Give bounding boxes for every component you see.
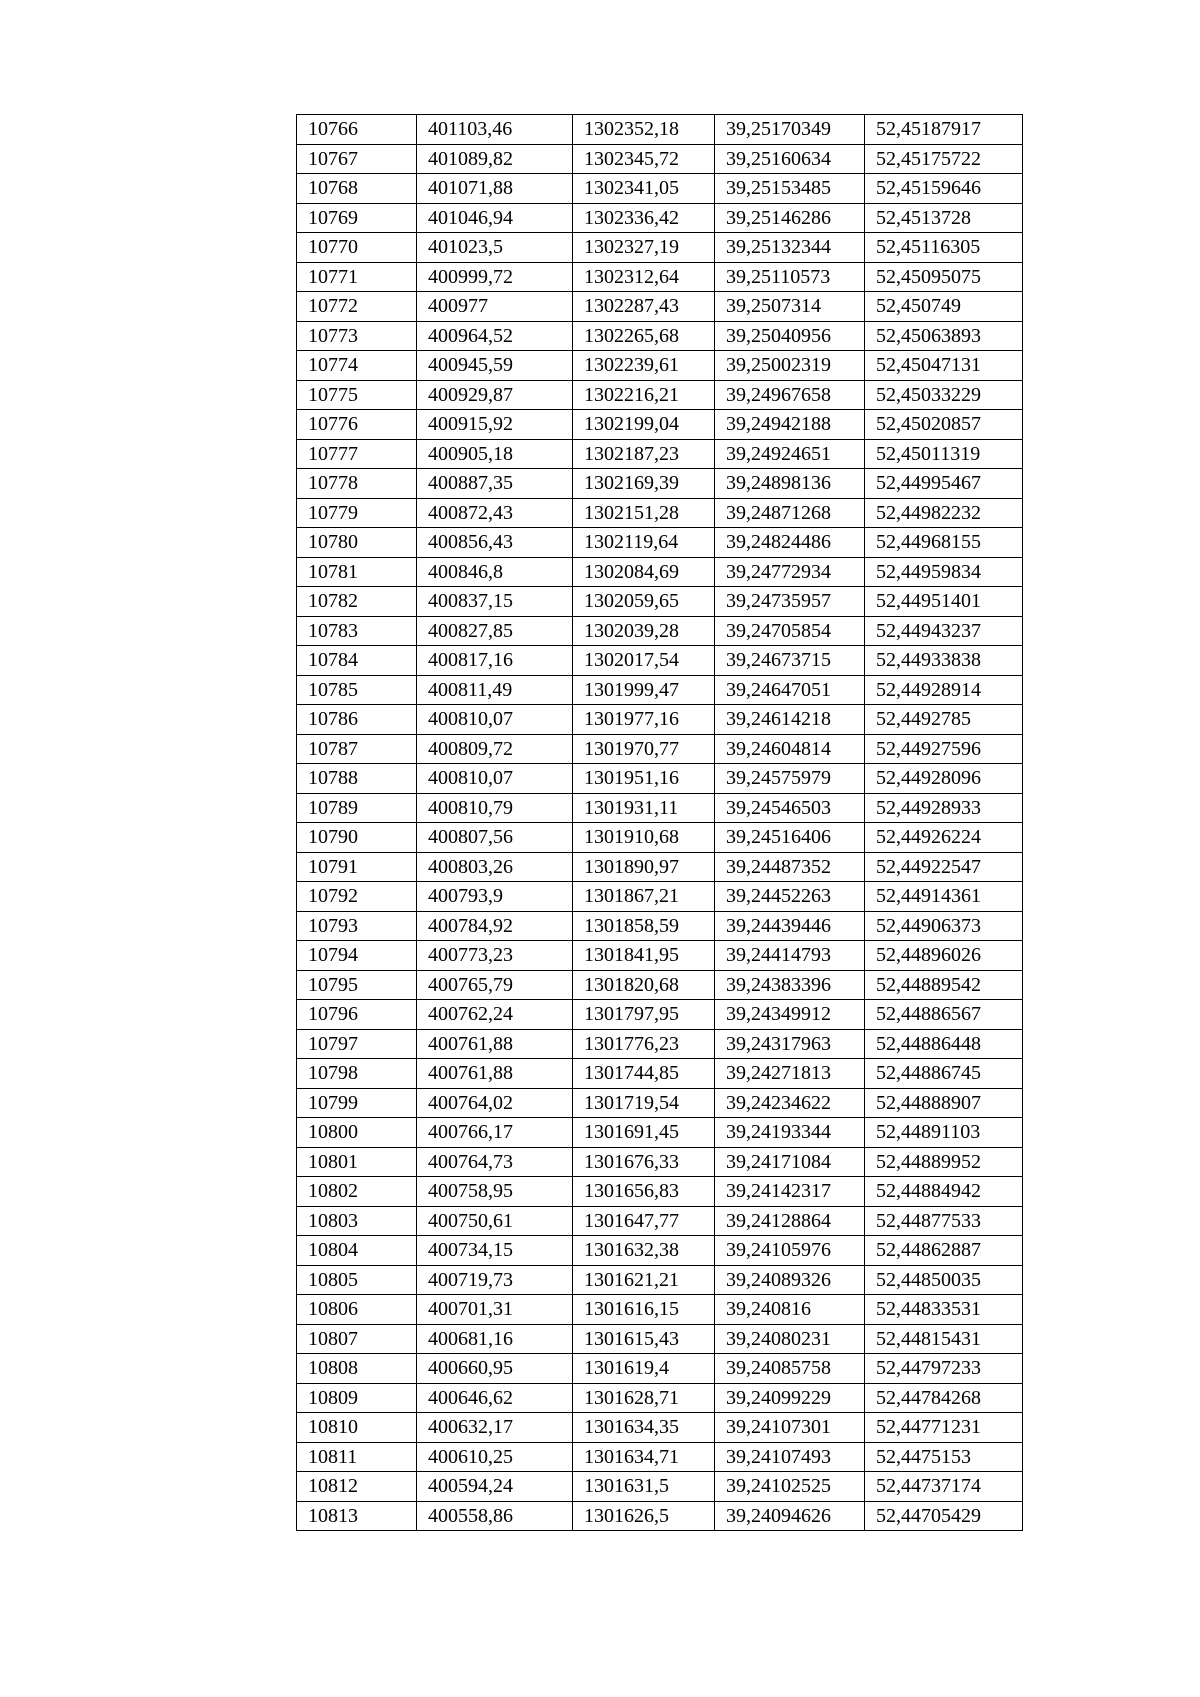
longitude-cell: 52,44896026 (865, 941, 1023, 971)
longitude-cell: 52,44922547 (865, 852, 1023, 882)
table-row (297, 1118, 1023, 1148)
y-coordinate-cell: 1301631,5 (573, 1472, 715, 1502)
table-row (297, 1059, 1023, 1089)
longitude-cell: 52,45011319 (865, 439, 1023, 469)
x-coordinate-cell: 400761,88 (417, 1059, 573, 1089)
point-number-cell: 10772 (297, 292, 417, 322)
longitude-cell: 52,44877533 (865, 1206, 1023, 1236)
y-coordinate-cell: 1301744,85 (573, 1059, 715, 1089)
y-coordinate-cell: 1301977,16 (573, 705, 715, 735)
x-coordinate-cell: 400915,92 (417, 410, 573, 440)
latitude-cell: 39,24383396 (715, 970, 865, 1000)
x-coordinate-cell: 400810,07 (417, 764, 573, 794)
latitude-cell: 39,2507314 (715, 292, 865, 322)
y-coordinate-cell: 1301951,16 (573, 764, 715, 794)
point-number-cell: 10779 (297, 498, 417, 528)
longitude-cell: 52,44995467 (865, 469, 1023, 499)
y-coordinate-cell: 1302039,28 (573, 616, 715, 646)
longitude-cell: 52,45187917 (865, 115, 1023, 145)
x-coordinate-cell: 400784,92 (417, 911, 573, 941)
table-row (297, 498, 1023, 528)
point-number-cell: 10804 (297, 1236, 417, 1266)
latitude-cell: 39,24094626 (715, 1501, 865, 1531)
table-row (297, 675, 1023, 705)
y-coordinate-cell: 1302151,28 (573, 498, 715, 528)
y-coordinate-cell: 1301719,54 (573, 1088, 715, 1118)
point-number-cell: 10812 (297, 1472, 417, 1502)
x-coordinate-cell: 400701,31 (417, 1295, 573, 1325)
latitude-cell: 39,25153485 (715, 174, 865, 204)
longitude-cell: 52,45175722 (865, 144, 1023, 174)
latitude-cell: 39,24967658 (715, 380, 865, 410)
latitude-cell: 39,24575979 (715, 764, 865, 794)
latitude-cell: 39,25040956 (715, 321, 865, 351)
point-number-cell: 10780 (297, 528, 417, 558)
latitude-cell: 39,24193344 (715, 1118, 865, 1148)
longitude-cell: 52,44928914 (865, 675, 1023, 705)
point-number-cell: 10788 (297, 764, 417, 794)
point-number-cell: 10784 (297, 646, 417, 676)
longitude-cell: 52,44833531 (865, 1295, 1023, 1325)
point-number-cell: 10785 (297, 675, 417, 705)
point-number-cell: 10799 (297, 1088, 417, 1118)
x-coordinate-cell: 400765,79 (417, 970, 573, 1000)
longitude-cell: 52,44884942 (865, 1177, 1023, 1207)
table-row (297, 528, 1023, 558)
y-coordinate-cell: 1301970,77 (573, 734, 715, 764)
longitude-cell: 52,4492785 (865, 705, 1023, 735)
y-coordinate-cell: 1302352,18 (573, 115, 715, 145)
latitude-cell: 39,24128864 (715, 1206, 865, 1236)
latitude-cell: 39,24107301 (715, 1413, 865, 1443)
table-row (297, 292, 1023, 322)
latitude-cell: 39,24898136 (715, 469, 865, 499)
table-row (297, 587, 1023, 617)
point-number-cell: 10766 (297, 115, 417, 145)
point-number-cell: 10783 (297, 616, 417, 646)
y-coordinate-cell: 1301858,59 (573, 911, 715, 941)
x-coordinate-cell: 400929,87 (417, 380, 573, 410)
x-coordinate-cell: 400810,79 (417, 793, 573, 823)
longitude-cell: 52,44815431 (865, 1324, 1023, 1354)
longitude-cell: 52,45020857 (865, 410, 1023, 440)
table-row (297, 1472, 1023, 1502)
table-row (297, 439, 1023, 469)
point-number-cell: 10787 (297, 734, 417, 764)
x-coordinate-cell: 400610,25 (417, 1442, 573, 1472)
x-coordinate-cell: 400750,61 (417, 1206, 573, 1236)
point-number-cell: 10813 (297, 1501, 417, 1531)
y-coordinate-cell: 1302119,64 (573, 528, 715, 558)
table-row (297, 1442, 1023, 1472)
table-row (297, 823, 1023, 853)
table-row (297, 911, 1023, 941)
x-coordinate-cell: 400887,35 (417, 469, 573, 499)
latitude-cell: 39,24089326 (715, 1265, 865, 1295)
y-coordinate-cell: 1301931,11 (573, 793, 715, 823)
x-coordinate-cell: 400761,88 (417, 1029, 573, 1059)
point-number-cell: 10797 (297, 1029, 417, 1059)
table-row (297, 351, 1023, 381)
point-number-cell: 10769 (297, 203, 417, 233)
x-coordinate-cell: 400758,95 (417, 1177, 573, 1207)
longitude-cell: 52,44889952 (865, 1147, 1023, 1177)
table-row (297, 1088, 1023, 1118)
table-row (297, 1206, 1023, 1236)
table-row (297, 1000, 1023, 1030)
longitude-cell: 52,44914361 (865, 882, 1023, 912)
longitude-cell: 52,44891103 (865, 1118, 1023, 1148)
table-row (297, 764, 1023, 794)
longitude-cell: 52,44943237 (865, 616, 1023, 646)
point-number-cell: 10781 (297, 557, 417, 587)
point-number-cell: 10789 (297, 793, 417, 823)
latitude-cell: 39,25110573 (715, 262, 865, 292)
y-coordinate-cell: 1301656,83 (573, 1177, 715, 1207)
point-number-cell: 10802 (297, 1177, 417, 1207)
point-number-cell: 10796 (297, 1000, 417, 1030)
x-coordinate-cell: 400773,23 (417, 941, 573, 971)
longitude-cell: 52,44951401 (865, 587, 1023, 617)
table-row (297, 144, 1023, 174)
x-coordinate-cell: 400734,15 (417, 1236, 573, 1266)
y-coordinate-cell: 1302017,54 (573, 646, 715, 676)
longitude-cell: 52,45159646 (865, 174, 1023, 204)
longitude-cell: 52,44862887 (865, 1236, 1023, 1266)
longitude-cell: 52,44906373 (865, 911, 1023, 941)
x-coordinate-cell: 400817,16 (417, 646, 573, 676)
table-row (297, 882, 1023, 912)
longitude-cell: 52,45116305 (865, 233, 1023, 263)
y-coordinate-cell: 1301634,35 (573, 1413, 715, 1443)
y-coordinate-cell: 1301676,33 (573, 1147, 715, 1177)
table-row (297, 203, 1023, 233)
table-row (297, 793, 1023, 823)
point-number-cell: 10795 (297, 970, 417, 1000)
table-row (297, 1029, 1023, 1059)
longitude-cell: 52,450749 (865, 292, 1023, 322)
x-coordinate-cell: 400964,52 (417, 321, 573, 351)
longitude-cell: 52,44705429 (865, 1501, 1023, 1531)
longitude-cell: 52,44933838 (865, 646, 1023, 676)
latitude-cell: 39,24142317 (715, 1177, 865, 1207)
longitude-cell: 52,4513728 (865, 203, 1023, 233)
y-coordinate-cell: 1301628,71 (573, 1383, 715, 1413)
y-coordinate-cell: 1301615,43 (573, 1324, 715, 1354)
point-number-cell: 10778 (297, 469, 417, 499)
y-coordinate-cell: 1301647,77 (573, 1206, 715, 1236)
latitude-cell: 39,24546503 (715, 793, 865, 823)
latitude-cell: 39,24824486 (715, 528, 865, 558)
y-coordinate-cell: 1302216,21 (573, 380, 715, 410)
table-row (297, 380, 1023, 410)
table-row (297, 1147, 1023, 1177)
latitude-cell: 39,25132344 (715, 233, 865, 263)
x-coordinate-cell: 400905,18 (417, 439, 573, 469)
table-row (297, 1295, 1023, 1325)
latitude-cell: 39,24673715 (715, 646, 865, 676)
point-number-cell: 10768 (297, 174, 417, 204)
x-coordinate-cell: 400803,26 (417, 852, 573, 882)
table-row (297, 557, 1023, 587)
longitude-cell: 52,44784268 (865, 1383, 1023, 1413)
x-coordinate-cell: 400999,72 (417, 262, 573, 292)
y-coordinate-cell: 1302187,23 (573, 439, 715, 469)
table-row (297, 1324, 1023, 1354)
table-row (297, 941, 1023, 971)
latitude-cell: 39,24107493 (715, 1442, 865, 1472)
latitude-cell: 39,24487352 (715, 852, 865, 882)
longitude-cell: 52,44959834 (865, 557, 1023, 587)
x-coordinate-cell: 400681,16 (417, 1324, 573, 1354)
x-coordinate-cell: 400945,59 (417, 351, 573, 381)
point-number-cell: 10811 (297, 1442, 417, 1472)
x-coordinate-cell: 400558,86 (417, 1501, 573, 1531)
point-number-cell: 10792 (297, 882, 417, 912)
point-number-cell: 10777 (297, 439, 417, 469)
table-row (297, 1354, 1023, 1384)
longitude-cell: 52,44982232 (865, 498, 1023, 528)
longitude-cell: 52,44927596 (865, 734, 1023, 764)
latitude-cell: 39,25160634 (715, 144, 865, 174)
y-coordinate-cell: 1301797,95 (573, 1000, 715, 1030)
point-number-cell: 10770 (297, 233, 417, 263)
point-number-cell: 10809 (297, 1383, 417, 1413)
latitude-cell: 39,24516406 (715, 823, 865, 853)
latitude-cell: 39,25146286 (715, 203, 865, 233)
latitude-cell: 39,24414793 (715, 941, 865, 971)
table-row (297, 1383, 1023, 1413)
table-row (297, 469, 1023, 499)
y-coordinate-cell: 1301619,4 (573, 1354, 715, 1384)
point-number-cell: 10805 (297, 1265, 417, 1295)
y-coordinate-cell: 1301626,5 (573, 1501, 715, 1531)
point-number-cell: 10801 (297, 1147, 417, 1177)
point-number-cell: 10794 (297, 941, 417, 971)
x-coordinate-cell: 400837,15 (417, 587, 573, 617)
longitude-cell: 52,44889542 (865, 970, 1023, 1000)
point-number-cell: 10803 (297, 1206, 417, 1236)
y-coordinate-cell: 1301616,15 (573, 1295, 715, 1325)
table-row (297, 1265, 1023, 1295)
x-coordinate-cell: 400810,07 (417, 705, 573, 735)
longitude-cell: 52,44886448 (865, 1029, 1023, 1059)
table-row (297, 1177, 1023, 1207)
point-number-cell: 10800 (297, 1118, 417, 1148)
table-row (297, 705, 1023, 735)
y-coordinate-cell: 1302312,64 (573, 262, 715, 292)
point-number-cell: 10790 (297, 823, 417, 853)
table-row (297, 1236, 1023, 1266)
latitude-cell: 39,24735957 (715, 587, 865, 617)
y-coordinate-cell: 1301634,71 (573, 1442, 715, 1472)
point-number-cell: 10782 (297, 587, 417, 617)
table-row (297, 115, 1023, 145)
x-coordinate-cell: 400646,62 (417, 1383, 573, 1413)
x-coordinate-cell: 401103,46 (417, 115, 573, 145)
latitude-cell: 39,24099229 (715, 1383, 865, 1413)
point-number-cell: 10776 (297, 410, 417, 440)
latitude-cell: 39,24349912 (715, 1000, 865, 1030)
y-coordinate-cell: 1302287,43 (573, 292, 715, 322)
y-coordinate-cell: 1302059,65 (573, 587, 715, 617)
y-coordinate-cell: 1302239,61 (573, 351, 715, 381)
x-coordinate-cell: 400846,8 (417, 557, 573, 587)
y-coordinate-cell: 1301776,23 (573, 1029, 715, 1059)
point-number-cell: 10791 (297, 852, 417, 882)
y-coordinate-cell: 1302327,19 (573, 233, 715, 263)
y-coordinate-cell: 1301632,38 (573, 1236, 715, 1266)
point-number-cell: 10771 (297, 262, 417, 292)
table-row (297, 1501, 1023, 1531)
y-coordinate-cell: 1301999,47 (573, 675, 715, 705)
longitude-cell: 52,44737174 (865, 1472, 1023, 1502)
latitude-cell: 39,240816 (715, 1295, 865, 1325)
latitude-cell: 39,24171084 (715, 1147, 865, 1177)
latitude-cell: 39,24439446 (715, 911, 865, 941)
point-number-cell: 10786 (297, 705, 417, 735)
latitude-cell: 39,24942188 (715, 410, 865, 440)
latitude-cell: 39,24604814 (715, 734, 865, 764)
table-row (297, 852, 1023, 882)
longitude-cell: 52,44797233 (865, 1354, 1023, 1384)
longitude-cell: 52,44926224 (865, 823, 1023, 853)
table-row (297, 616, 1023, 646)
y-coordinate-cell: 1302336,42 (573, 203, 715, 233)
table-row (297, 410, 1023, 440)
x-coordinate-cell: 400811,49 (417, 675, 573, 705)
point-number-cell: 10774 (297, 351, 417, 381)
latitude-cell: 39,24871268 (715, 498, 865, 528)
x-coordinate-cell: 401071,88 (417, 174, 573, 204)
x-coordinate-cell: 400977 (417, 292, 573, 322)
x-coordinate-cell: 400660,95 (417, 1354, 573, 1384)
y-coordinate-cell: 1302345,72 (573, 144, 715, 174)
point-number-cell: 10806 (297, 1295, 417, 1325)
longitude-cell: 52,44771231 (865, 1413, 1023, 1443)
y-coordinate-cell: 1302084,69 (573, 557, 715, 587)
latitude-cell: 39,24924651 (715, 439, 865, 469)
x-coordinate-cell: 400766,17 (417, 1118, 573, 1148)
y-coordinate-cell: 1302341,05 (573, 174, 715, 204)
latitude-cell: 39,24085758 (715, 1354, 865, 1384)
x-coordinate-cell: 401023,5 (417, 233, 573, 263)
longitude-cell: 52,44886567 (865, 1000, 1023, 1030)
latitude-cell: 39,24102525 (715, 1472, 865, 1502)
x-coordinate-cell: 400793,9 (417, 882, 573, 912)
table-row (297, 233, 1023, 263)
longitude-cell: 52,4475153 (865, 1442, 1023, 1472)
latitude-cell: 39,24080231 (715, 1324, 865, 1354)
x-coordinate-cell: 401089,82 (417, 144, 573, 174)
longitude-cell: 52,44968155 (865, 528, 1023, 558)
table-row (297, 174, 1023, 204)
y-coordinate-cell: 1301691,45 (573, 1118, 715, 1148)
latitude-cell: 39,24234622 (715, 1088, 865, 1118)
y-coordinate-cell: 1301841,95 (573, 941, 715, 971)
latitude-cell: 39,25170349 (715, 115, 865, 145)
table-row (297, 1413, 1023, 1443)
latitude-cell: 39,24317963 (715, 1029, 865, 1059)
x-coordinate-cell: 400807,56 (417, 823, 573, 853)
x-coordinate-cell: 400719,73 (417, 1265, 573, 1295)
x-coordinate-cell: 400856,43 (417, 528, 573, 558)
point-number-cell: 10807 (297, 1324, 417, 1354)
longitude-cell: 52,45047131 (865, 351, 1023, 381)
x-coordinate-cell: 400594,24 (417, 1472, 573, 1502)
y-coordinate-cell: 1301890,97 (573, 852, 715, 882)
x-coordinate-cell: 400872,43 (417, 498, 573, 528)
point-number-cell: 10798 (297, 1059, 417, 1089)
table-row (297, 262, 1023, 292)
x-coordinate-cell: 401046,94 (417, 203, 573, 233)
x-coordinate-cell: 400632,17 (417, 1413, 573, 1443)
table-row (297, 734, 1023, 764)
table-body (297, 115, 1023, 1531)
table-row (297, 970, 1023, 1000)
point-number-cell: 10767 (297, 144, 417, 174)
y-coordinate-cell: 1301910,68 (573, 823, 715, 853)
y-coordinate-cell: 1301621,21 (573, 1265, 715, 1295)
latitude-cell: 39,24105976 (715, 1236, 865, 1266)
longitude-cell: 52,45033229 (865, 380, 1023, 410)
y-coordinate-cell: 1302199,04 (573, 410, 715, 440)
longitude-cell: 52,44888907 (865, 1088, 1023, 1118)
y-coordinate-cell: 1302169,39 (573, 469, 715, 499)
latitude-cell: 39,24647051 (715, 675, 865, 705)
latitude-cell: 39,24772934 (715, 557, 865, 587)
x-coordinate-cell: 400762,24 (417, 1000, 573, 1030)
latitude-cell: 39,24271813 (715, 1059, 865, 1089)
x-coordinate-cell: 400827,85 (417, 616, 573, 646)
point-number-cell: 10808 (297, 1354, 417, 1384)
longitude-cell: 52,44850035 (865, 1265, 1023, 1295)
latitude-cell: 39,24614218 (715, 705, 865, 735)
point-number-cell: 10773 (297, 321, 417, 351)
x-coordinate-cell: 400764,73 (417, 1147, 573, 1177)
table-row (297, 321, 1023, 351)
x-coordinate-cell: 400764,02 (417, 1088, 573, 1118)
longitude-cell: 52,44928096 (865, 764, 1023, 794)
table-row (297, 646, 1023, 676)
latitude-cell: 39,24452263 (715, 882, 865, 912)
latitude-cell: 39,25002319 (715, 351, 865, 381)
point-number-cell: 10793 (297, 911, 417, 941)
longitude-cell: 52,45095075 (865, 262, 1023, 292)
y-coordinate-cell: 1302265,68 (573, 321, 715, 351)
point-number-cell: 10775 (297, 380, 417, 410)
latitude-cell: 39,24705854 (715, 616, 865, 646)
coordinates-table (296, 114, 1023, 1531)
y-coordinate-cell: 1301867,21 (573, 882, 715, 912)
longitude-cell: 52,45063893 (865, 321, 1023, 351)
longitude-cell: 52,44886745 (865, 1059, 1023, 1089)
y-coordinate-cell: 1301820,68 (573, 970, 715, 1000)
longitude-cell: 52,44928933 (865, 793, 1023, 823)
point-number-cell: 10810 (297, 1413, 417, 1443)
x-coordinate-cell: 400809,72 (417, 734, 573, 764)
